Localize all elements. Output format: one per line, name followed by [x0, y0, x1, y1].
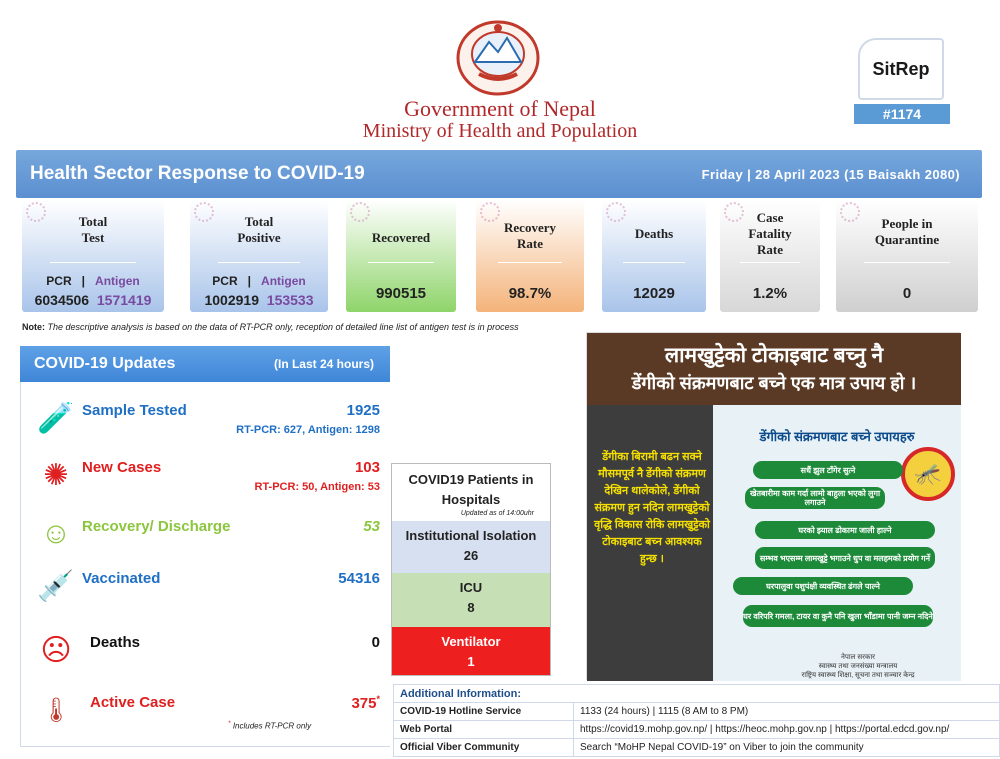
update-row-vaccinated: [20, 566, 390, 616]
table-row: Web Portal https://covid19.mohp.gov.np/ | https://heoc.mohp.gov.np | https://portal.edcd.gov.np/: [394, 721, 1000, 739]
stat-label: Deaths: [634, 226, 674, 241]
dengue-tip: घर वरिपरि गमला, टायर वा कुनै पनि खुला भाँडामा पानी जम्न नदिने: [743, 605, 933, 627]
sitrep-label: SitRep: [858, 38, 944, 100]
stat-label: People in: [881, 216, 933, 231]
test-tube-icon: 🧪: [37, 401, 75, 435]
virus-icon: [480, 202, 500, 222]
stat-sub-labels: PCR | Antigen: [46, 274, 140, 288]
update-row-new-cases: [20, 455, 390, 505]
update-value: 53: [363, 518, 380, 535]
stat-label: Recovery: [504, 220, 556, 235]
icu-cell: ICU 8: [392, 573, 550, 627]
stat-values: 6034506 1571419: [34, 292, 152, 308]
thermometer-icon: 🌡: [40, 696, 72, 724]
table-row: Official Viber Community Search “MoHP Nepal COVID-19” on Viber to join the community: [394, 739, 1000, 757]
table-row: COVID-19 Hotline Service 1133 (24 hours) | 1115 (8 AM to 8 PM): [394, 703, 1000, 721]
stat-recovered: [346, 200, 456, 312]
update-value: 0: [371, 634, 380, 651]
virus-icon: ✺: [43, 458, 69, 492]
update-row-sample-tested: [20, 398, 390, 448]
stat-label: Positive: [237, 230, 281, 245]
nepal-emblem-icon: [455, 18, 541, 96]
update-value: 1925: [346, 402, 380, 419]
divider: [368, 262, 434, 263]
dengue-tips-title: डेंगीको संक्रमणबाट बच्ने उपायहरु: [759, 429, 915, 444]
dengue-tip: घरको झ्याल ढोकामा जाली हाल्ने: [755, 521, 935, 539]
stat-label: Rate: [517, 236, 543, 251]
dengue-poster: [586, 332, 960, 680]
dengue-tip: खेतबारीमा काम गर्दा लामो बाहुला भएको लुगा लगाउने: [745, 487, 885, 509]
analysis-note: Note: The descriptive analysis is based on the data of RT-PCR only, reception of detailed line list of antigen test is in process: [22, 322, 519, 332]
update-label: Sample Tested: [82, 402, 187, 419]
stat-value: 12029: [633, 285, 675, 302]
update-row-active-case: [20, 690, 390, 740]
dengue-tip: सधैं झुल टाँगेर सुत्ने: [753, 461, 903, 479]
update-value: 103: [354, 459, 380, 476]
stat-quarantine: [836, 200, 978, 312]
divider: [218, 262, 301, 263]
dengue-right-panel: [713, 405, 961, 681]
dengue-footer: नेपाल सरकार स्वास्थ्य तथा जनसंख्या मन्त्रालय राष्ट्रिय स्वास्थ्य शिक्षा, सूचना तथा सञ्चार केन्द्र: [801, 654, 915, 679]
mosquito-stop-icon: 🦟: [901, 447, 955, 501]
update-row-deaths: [20, 630, 390, 680]
update-detail: RT-PCR: 50, Antigen: 53: [254, 481, 380, 493]
updates-header: [20, 346, 390, 382]
sad-face-icon: ☹: [40, 633, 72, 667]
stat-values: 1002919 153533: [204, 292, 314, 308]
syringe-icon: 💉: [37, 569, 75, 603]
additional-info-table: [393, 684, 1000, 757]
stat-deaths: [602, 200, 706, 312]
stat-total-test: [22, 200, 164, 312]
ministry-title: Ministry of Health and Population: [362, 120, 638, 142]
additional-info-title: Additional Information:: [394, 685, 1000, 703]
stat-value: 0: [902, 285, 912, 302]
sitrep-number: #1174: [854, 104, 950, 124]
divider: [50, 262, 135, 263]
dengue-tip: घरपालुवा पशुपंक्षी व्यवस्थित ढंगले पाल्ने: [733, 577, 913, 595]
update-label: Deaths: [90, 634, 141, 651]
dengue-tip: सम्भव भएसम्म लामखुट्टे भगाउने धुप वा मलहमको प्रयोग गर्ने: [755, 547, 935, 569]
stat-label: Total: [78, 214, 108, 229]
dengue-left-panel: डेंगीका बिरामी बढन सक्ने मौसमपूर्व नै डेंगीको संक्रमण देखिन थालेकोले, डेंगीको संक्रमण हुन नदिन लामखुट्टेको वृद्धि विकास रोकि लामखुट्टेको टोकाइबाट बच्न आवश्यक हुन्छ ।: [587, 405, 713, 681]
stat-case-fatality-rate: [720, 200, 820, 312]
update-row-recovery: [20, 514, 390, 564]
stat-label: Total: [244, 214, 274, 229]
update-label: Active Case: [90, 694, 176, 711]
ventilator-cell: Ventilator 1: [392, 627, 550, 675]
update-value: 54316: [338, 570, 380, 587]
stat-recovery-rate: [476, 200, 584, 312]
report-date: Friday | 28 April 2023 (15 Baisakh 2080): [701, 166, 960, 182]
stat-label: Fatality: [748, 226, 792, 241]
hospital-updated: Updated as of 14:00uhr: [460, 510, 534, 517]
isolation-cell: Institutional Isolation 26: [392, 521, 550, 573]
title-banner: [16, 150, 982, 198]
government-title: Government of Nepal: [404, 96, 596, 121]
hospital-title: COVID19 Patients in Hospitals: [408, 472, 534, 507]
hospital-panel: [391, 463, 551, 676]
divider: [864, 262, 949, 263]
updates-subtitle: (In Last 24 hours): [273, 357, 374, 371]
update-detail: RT-PCR: 627, Antigen: 1298: [236, 424, 380, 436]
stat-label: Case: [756, 210, 784, 225]
updates-title: COVID-19 Updates: [34, 355, 176, 372]
stat-label: Quarantine: [874, 232, 940, 247]
update-label: Vaccinated: [82, 570, 161, 587]
active-case-footnote: * Includes RT-PCR only: [228, 720, 312, 731]
stat-label: Rate: [757, 242, 783, 257]
virus-icon: [606, 202, 626, 222]
smiley-icon: ☺: [40, 517, 72, 550]
divider: [623, 262, 685, 263]
divider: [498, 262, 563, 263]
update-label: Recovery/ Discharge: [82, 518, 231, 535]
divider: [740, 262, 800, 263]
stat-total-positive: [190, 200, 328, 312]
stat-sub-labels: PCR | Antigen: [212, 274, 306, 288]
update-value: 375*: [351, 694, 380, 712]
virus-icon: [350, 202, 370, 222]
update-label: New Cases: [82, 459, 162, 476]
dengue-headline: लामखुट्टेको टोकाइबाट बच्नु नै डेंगीको संक्रमणबाट बच्ने एक मात्र उपाय हो ।: [587, 333, 961, 405]
stat-label: Recovered: [371, 230, 431, 245]
stat-value: 1.2%: [752, 285, 788, 302]
stat-value: 990515: [375, 285, 427, 302]
report-title: Health Sector Response to COVID-19: [30, 163, 365, 184]
stat-value: 98.7%: [508, 285, 552, 302]
stat-label: Test: [81, 230, 105, 245]
